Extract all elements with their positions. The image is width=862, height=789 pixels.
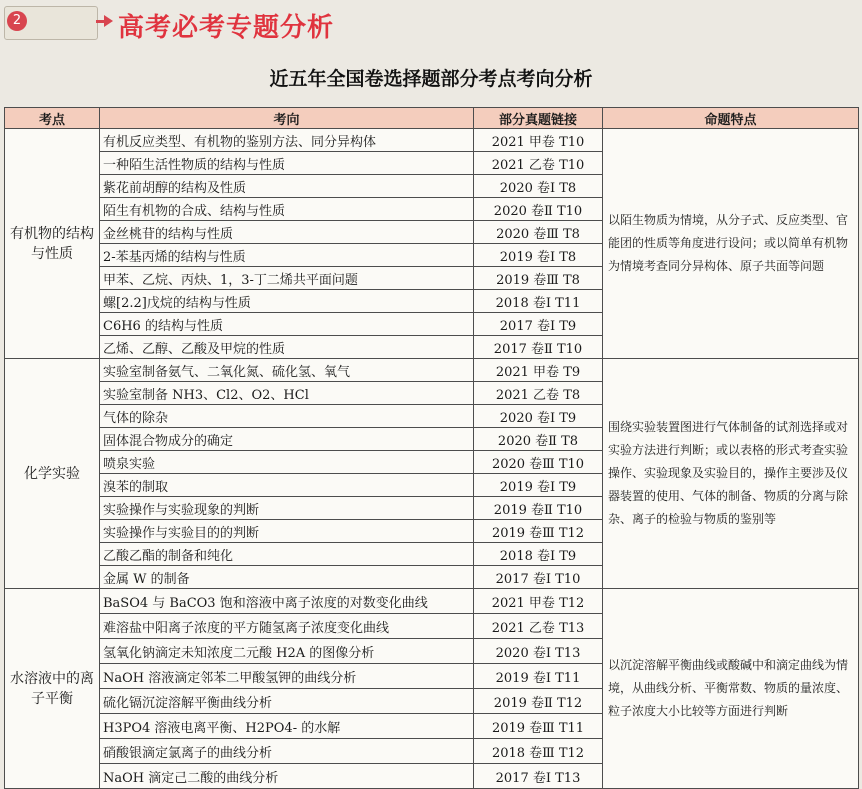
link-cell: 2019 卷Ⅱ T10 xyxy=(474,497,603,520)
direction-cell: NaOH 滴定己二酸的曲线分析 xyxy=(100,764,474,789)
direction-cell: 实验操作与实验目的的判断 xyxy=(100,520,474,543)
direction-cell: NaOH 溶液滴定邻苯二甲酸氢钾的曲线分析 xyxy=(100,664,474,689)
link-cell: 2018 卷Ⅲ T12 xyxy=(474,739,603,764)
column-header-topic: 考点 xyxy=(5,108,100,129)
direction-cell: 陌生有机物的合成、结构与性质 xyxy=(100,198,474,221)
table-row xyxy=(5,359,859,382)
link-cell: 2021 乙卷 T10 xyxy=(474,152,603,175)
direction-cell: 喷泉实验 xyxy=(100,451,474,474)
topic-cell: 化学实验 xyxy=(5,359,100,589)
link-cell: 2020 卷Ⅲ T10 xyxy=(474,451,603,474)
direction-cell: 乙烯、乙醇、乙酸及甲烷的性质 xyxy=(100,336,474,359)
link-cell: 2020 卷Ⅱ T10 xyxy=(474,198,603,221)
direction-cell: 硫化镉沉淀溶解平衡曲线分析 xyxy=(100,689,474,714)
section-header xyxy=(0,0,862,44)
analysis-table xyxy=(4,107,859,789)
link-cell: 2017 卷Ⅰ T10 xyxy=(474,566,603,589)
table-body xyxy=(5,129,859,789)
link-cell: 2020 卷Ⅰ T8 xyxy=(474,175,603,198)
link-cell: 2021 乙卷 T8 xyxy=(474,382,603,405)
link-cell: 2018 卷Ⅰ T9 xyxy=(474,543,603,566)
direction-cell: 金属 W 的制备 xyxy=(100,566,474,589)
link-cell: 2020 卷Ⅱ T8 xyxy=(474,428,603,451)
direction-cell: 实验操作与实验现象的判断 xyxy=(100,497,474,520)
section-badge-image xyxy=(4,6,98,40)
direction-cell: 一种陌生活性物质的结构与性质 xyxy=(100,152,474,175)
column-header-feature: 命题特点 xyxy=(603,108,859,129)
link-cell: 2020 卷Ⅰ T9 xyxy=(474,405,603,428)
direction-cell: 2-苯基丙烯的结构与性质 xyxy=(100,244,474,267)
direction-cell: 氢氧化钠滴定未知浓度二元酸 H2A 的图像分析 xyxy=(100,639,474,664)
link-cell: 2020 卷Ⅰ T13 xyxy=(474,639,603,664)
table-row xyxy=(5,589,859,614)
column-header-link: 部分真题链接 xyxy=(474,108,603,129)
direction-cell: 难溶盐中阳离子浓度的平方随氢离子浓度变化曲线 xyxy=(100,614,474,639)
arrow-right-icon xyxy=(104,15,113,27)
direction-cell: H3PO4 溶液电离平衡、H2PO4- 的水解 xyxy=(100,714,474,739)
direction-cell: BaSO4 与 BaCO3 饱和溶液中离子浓度的对数变化曲线 xyxy=(100,589,474,614)
direction-cell: 螺[2.2]戊烷的结构与性质 xyxy=(100,290,474,313)
link-cell: 2019 卷Ⅰ T11 xyxy=(474,664,603,689)
topic-cell: 有机物的结构与性质 xyxy=(5,129,100,359)
direction-cell: 实验室制备 NH3、Cl2、O2、HCl xyxy=(100,382,474,405)
direction-cell: 实验室制备氨气、二氧化氮、硫化氢、氧气 xyxy=(100,359,474,382)
topic-cell: 水溶液中的离子平衡 xyxy=(5,589,100,789)
direction-cell: 硝酸银滴定氯离子的曲线分析 xyxy=(100,739,474,764)
link-cell: 2021 甲卷 T10 xyxy=(474,129,603,152)
link-cell: 2017 卷Ⅱ T10 xyxy=(474,336,603,359)
section-number-badge: 2 xyxy=(7,11,27,31)
column-header-direction: 考向 xyxy=(100,108,474,129)
link-cell: 2018 卷Ⅰ T11 xyxy=(474,290,603,313)
feature-cell: 以沉淀溶解平衡曲线或酸碱中和滴定曲线为情境，从曲线分析、平衡常数、物质的量浓度、粒子浓度大小比较等方面进行判断 xyxy=(603,589,859,789)
table-title: 近五年全国卷选择题部分考点考向分析 xyxy=(269,68,593,90)
direction-cell: 固体混合物成分的确定 xyxy=(100,428,474,451)
link-cell: 2019 卷Ⅲ T12 xyxy=(474,520,603,543)
direction-cell: 金丝桃苷的结构与性质 xyxy=(100,221,474,244)
direction-cell: 乙酸乙酯的制备和纯化 xyxy=(100,543,474,566)
link-cell: 2019 卷Ⅰ T9 xyxy=(474,474,603,497)
feature-cell: 以陌生物质为情境，从分子式、反应类型、官能团的性质等角度进行设问；或以简单有机物为情境考查同分异构体、原子共面等问题 xyxy=(603,129,859,359)
direction-cell: 溴苯的制取 xyxy=(100,474,474,497)
link-cell: 2021 甲卷 T12 xyxy=(474,589,603,614)
link-cell: 2017 卷Ⅰ T13 xyxy=(474,764,603,789)
direction-cell: 紫花前胡醇的结构及性质 xyxy=(100,175,474,198)
feature-cell: 围绕实验装置图进行气体制备的试剂选择或对实验方法进行判断；或以表格的形式考查实验操作、实验现象及实验目的，操作主要涉及仪器装置的使用、气体的制备、物质的分离与除杂、离子的检验与物质的鉴别等 xyxy=(603,359,859,589)
link-cell: 2020 卷Ⅲ T8 xyxy=(474,221,603,244)
direction-cell: 有机反应类型、有机物的鉴别方法、同分异构体 xyxy=(100,129,474,152)
link-cell: 2021 甲卷 T9 xyxy=(474,359,603,382)
link-cell: 2019 卷Ⅰ T8 xyxy=(474,244,603,267)
table-row xyxy=(5,129,859,152)
section-title: 高考必考专题分析 xyxy=(118,13,335,43)
direction-cell: 甲苯、乙烷、丙炔、1，3-丁二烯共平面问题 xyxy=(100,267,474,290)
direction-cell: C6H6 的结构与性质 xyxy=(100,313,474,336)
link-cell: 2019 卷Ⅱ T12 xyxy=(474,689,603,714)
link-cell: 2021 乙卷 T13 xyxy=(474,614,603,639)
table-header-row xyxy=(5,108,859,129)
link-cell: 2017 卷Ⅰ T9 xyxy=(474,313,603,336)
direction-cell: 气体的除杂 xyxy=(100,405,474,428)
link-cell: 2019 卷Ⅲ T11 xyxy=(474,714,603,739)
link-cell: 2019 卷Ⅲ T8 xyxy=(474,267,603,290)
